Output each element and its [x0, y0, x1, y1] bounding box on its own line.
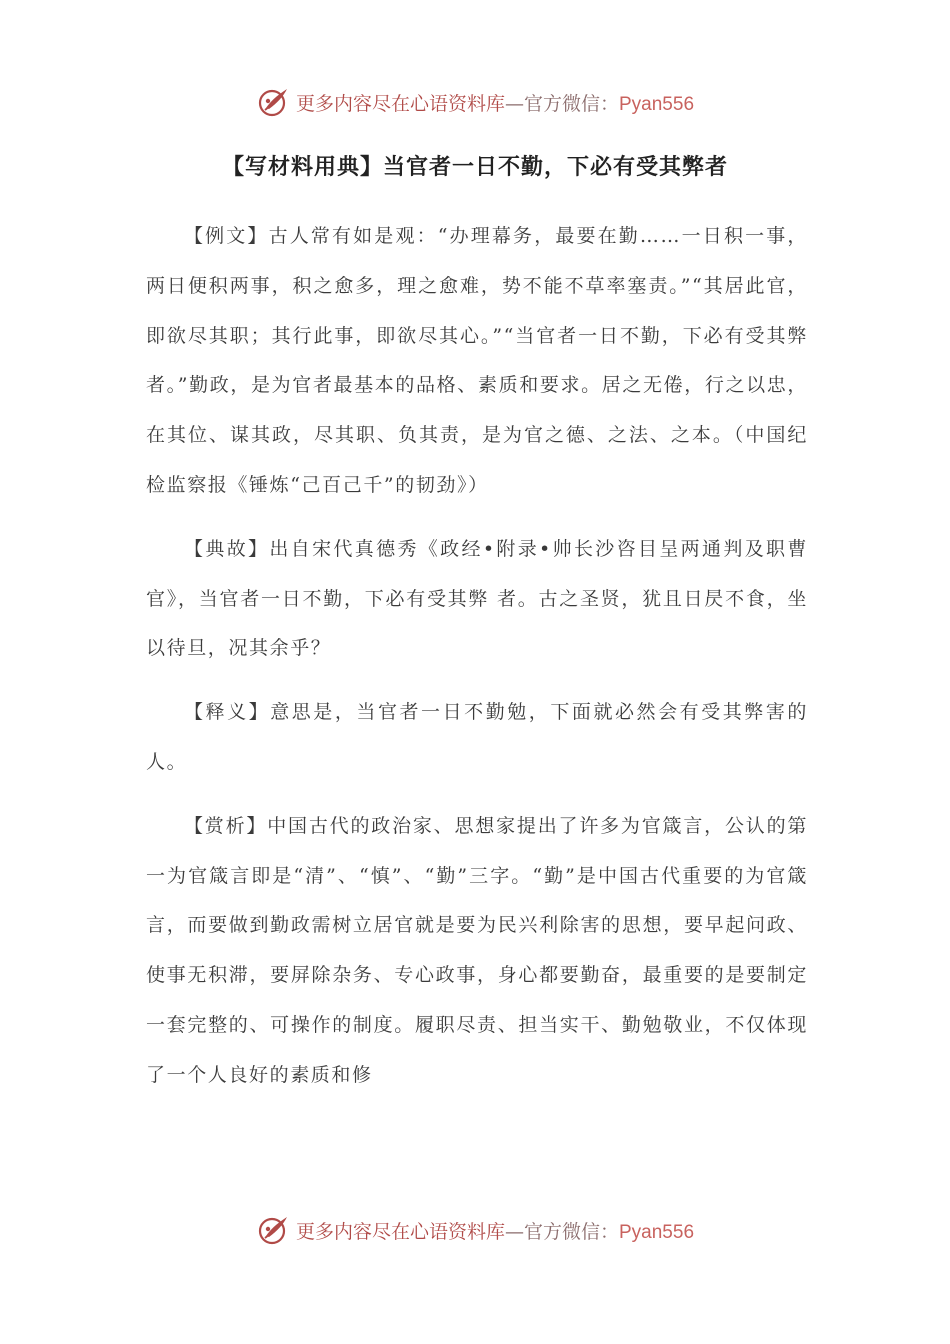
article-body	[146, 212, 808, 1115]
banner-text	[296, 1217, 694, 1244]
banner-wechat-id: Pyan556	[619, 93, 695, 115]
banner-dash: —	[504, 92, 524, 115]
paragraph-example: 【例文】古人常有如是观：“办理幕务，最要在勤……一日积一事，两日便积两事，积之愈多，理之愈难，势不能不草率塞责。”“其居此官，即欲尽其职；其行此事，即欲尽其心。”“当官者一日不勤，下必有受其弊者。”勤政，是为官者最基本的品格、素质和要求。居之无倦，行之以忠，在其位、谋其政，尽其职、负其责，是为官之德、之法、之本。（中国纪检监察报《锤炼“己百己千”的韧劲》）	[146, 225, 808, 496]
quill-seal-icon	[256, 84, 292, 120]
header-banner	[0, 82, 950, 122]
paragraph-allusion: 【典故】出自宋代真德秀《政经•附录•帅长沙咨目呈两通判及职曹官》，当官者一日不勤，下必有受其弊 者。古之圣贤，犹且日昃不食，坐以待旦，况其余乎？	[146, 537, 808, 660]
page-title: 【写材料用典】当官者一日不勤，下必有受其弊者	[221, 155, 728, 180]
paragraph-meaning: 【释义】意思是，当官者一日不勤勉，下面就必然会有受其弊害的人。	[146, 701, 808, 773]
banner-text	[296, 89, 694, 116]
banner-wechat-label: 官方微信：	[523, 1220, 619, 1243]
footer-banner	[0, 1210, 950, 1250]
banner-wechat-id: Pyan556	[619, 1221, 695, 1243]
banner-wechat-label: 官方微信：	[523, 92, 619, 115]
quill-seal-icon	[256, 1212, 292, 1248]
footer-banner-inner	[256, 1212, 694, 1248]
paragraph-analysis: 【赏析】中国古代的政治家、思想家提出了许多为官箴言，公认的第一为官箴言即是“清”、“慎”、“勤”三字。“勤”是中国古代重要的为官箴言，而要做到勤政需树立居官就是要为民兴利除害的思想，要早起问政、使事无积滞，要屏除杂务、专心政事，身心都要勤奋，最重要的是要制定一套完整的、可操作的制度。履职尽责、担当实干、勤勉敬业，不仅体现了一个人良好的素质和修	[146, 814, 808, 1086]
banner-slogan: 更多内容尽在心语资料库	[295, 1220, 505, 1243]
banner-dash: —	[504, 1220, 524, 1243]
header-banner-inner	[256, 84, 694, 120]
banner-slogan: 更多内容尽在心语资料库	[295, 92, 505, 115]
